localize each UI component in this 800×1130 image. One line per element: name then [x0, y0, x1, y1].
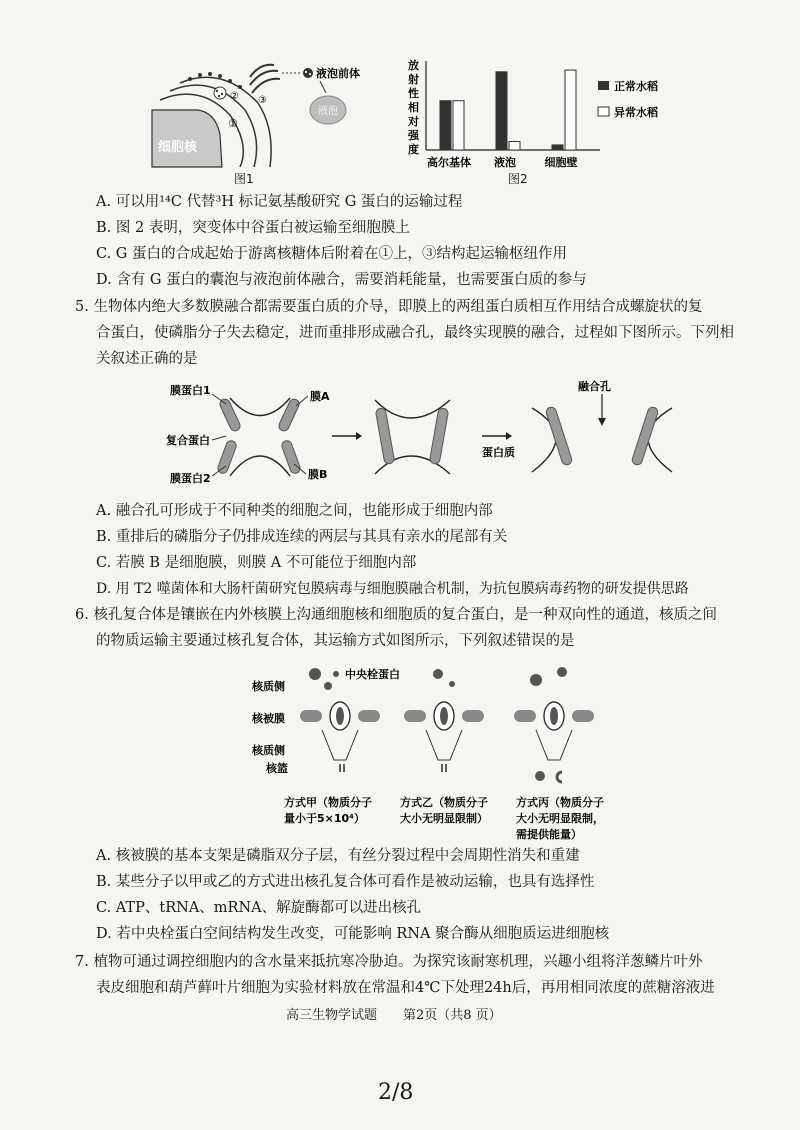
q5-stem-line-3: 关叙述正确的是	[96, 351, 198, 367]
label-basket: 核篮	[266, 762, 288, 775]
figure-membrane-fusion	[160, 378, 700, 488]
y-axis-label	[407, 58, 420, 156]
vacuole-precursor	[303, 68, 313, 78]
q6-stem-line-2: 的物质运输主要通过核孔复合体，其运输方式如图所示，下列叙述错误的是	[96, 633, 575, 649]
svg-text:度: 度	[408, 143, 419, 156]
figure-nuclear-pore	[240, 660, 640, 840]
q6-stem-line-1: 6. 核孔复合体是镶嵌在内外核膜上沟通细胞核和细胞质的复合蛋白，是一种双向性的通道，核质之间	[75, 607, 717, 623]
q5-stem-line-1: 5. 生物体内绝大多数膜融合都需要蛋白质的介导，即膜上的两组蛋白质相互作用结合成螺旋状的复	[75, 299, 703, 315]
q4-option-d: D. 含有 G 蛋白的囊泡与液泡前体融合，需要消耗能量，也需要蛋白质的参与	[96, 272, 587, 288]
pore-mode-c	[514, 667, 594, 782]
nucleus-label: 细胞核	[158, 140, 198, 155]
vacuole-label: 液泡	[318, 106, 338, 117]
page-number: 2/8	[378, 1080, 414, 1105]
q4-option-c: C. G 蛋白的合成起始于游离核糖体后附着在①上，③结构起运输枢纽作用	[96, 246, 567, 262]
svg-text:强: 强	[408, 129, 419, 142]
bar-高尔基体-异常水稻	[453, 101, 464, 150]
q7-stem-line-1: 7. 植物可通过调控细胞内的含水量来抵抗寒冷胁迫。为探究该耐寒机理，兴趣小组将洋葱鳞片叶外	[75, 954, 703, 970]
pore-mode-a	[300, 668, 380, 772]
vesicle	[214, 87, 226, 99]
marker-3: ③	[258, 95, 267, 106]
legend-abnormal: 异常水稻	[614, 106, 658, 119]
x-tick-label: 细胞壁	[544, 156, 578, 169]
q6-option-c: C. ATP、tRNA、mRNA、解旋酶都可以进出核孔	[96, 900, 422, 916]
figure-2-caption: 图2	[508, 172, 528, 186]
svg-text:对: 对	[408, 115, 419, 128]
q5-stem-line-2: 合蛋白，使磷脂分子失去稳定，进而重排形成融合孔，最终实现膜的融合，过程如下图所示。下列相	[96, 325, 734, 341]
svg-text:性: 性	[408, 87, 419, 100]
q4-option-a: A. 可以用¹⁴C 代替³H 标记氨基酸研究 G 蛋白的运输过程	[96, 194, 463, 210]
ribosome-dots	[188, 72, 242, 89]
legend-normal: 正常水稻	[614, 80, 658, 93]
figure-1	[150, 55, 400, 170]
label-side-bottom: 核质侧	[252, 744, 285, 757]
stage-1	[230, 398, 290, 476]
q7-stem-line-2: 表皮细胞和葫芦藓叶片细胞为实验材料放在常温和4℃下处理24h后，再用相同浓度的蔗糖溶液进	[96, 980, 715, 996]
mode-c-line-1: 方式丙（物质分子	[516, 796, 604, 809]
mode-a-line-2: 量小于5×10⁴）	[284, 812, 365, 825]
q5-option-a: A. 融合孔可形成于不同种类的细胞之间，也能形成于细胞内部	[96, 503, 493, 519]
label-side-top: 核质侧	[252, 680, 285, 693]
label-protein2: 膜蛋白2	[170, 472, 211, 485]
x-tick-label: 液泡	[494, 156, 516, 169]
label-envelope: 核被膜	[252, 712, 285, 725]
mode-b-line-1: 方式乙（物质分子	[400, 796, 488, 809]
label-complex: 复合蛋白	[166, 434, 210, 447]
label-pore: 融合孔	[578, 380, 611, 393]
q5-option-d: D. 用 T2 噬菌体和大肠杆菌研究包膜病毒与细胞膜融合机制，为抗包膜病毒药物的研发提供思路	[96, 581, 689, 597]
legend-swatch-normal	[598, 81, 609, 90]
mode-a-line-1: 方式甲（物质分子	[284, 796, 372, 809]
precursor-label: 液泡前体	[316, 67, 360, 80]
nucleus-shape	[152, 110, 222, 167]
q5-option-b: B. 重排后的磷脂分子仍排成连续的两层与其具有亲水的尾部有关	[96, 529, 508, 545]
figure-2-chart	[400, 55, 660, 185]
label-protein1: 膜蛋白1	[170, 384, 211, 397]
label-central-plug: 中央栓蛋白	[345, 668, 400, 681]
mode-b-line-2: 大小无明显限制）	[400, 812, 488, 825]
label-membrane-a: 膜A	[310, 390, 330, 403]
legend-swatch-abnormal	[598, 107, 609, 116]
bar-细胞壁-异常水稻	[565, 70, 576, 150]
q5-option-c: C. 若膜 B 是细胞膜，则膜 A 不可能位于细胞内部	[96, 555, 417, 571]
mode-c-line-2: 大小无明显限制，	[516, 812, 604, 825]
bar-液泡-正常水稻	[496, 72, 507, 150]
page-footer: 高三生物学试题 第2页（共8 页）	[286, 1008, 502, 1023]
arrow-2-label: 蛋白质	[482, 446, 515, 459]
x-tick-label: 高尔基体	[427, 156, 471, 169]
q6-option-b: B. 某些分子以甲或乙的方式进出核孔复合体可看作是被动运输，也具有选择性	[96, 874, 595, 890]
label-membrane-b: 膜B	[308, 468, 328, 481]
bar-液泡-异常水稻	[509, 142, 520, 151]
svg-text:放: 放	[408, 59, 419, 72]
q6-option-a: A. 核被膜的基本支架是磷脂双分子层，有丝分裂过程中会周期性消失和重建	[96, 848, 580, 864]
svg-text:射: 射	[408, 73, 419, 86]
bar-高尔基体-正常水稻	[440, 101, 451, 150]
mode-c-line-3: 需提供能量）	[516, 828, 582, 840]
golgi-apparatus	[250, 65, 280, 93]
bar-细胞壁-正常水稻	[552, 145, 563, 150]
svg-text:相: 相	[408, 101, 419, 114]
marker-2: ②	[230, 91, 239, 102]
q4-option-b: B. 图 2 表明，突变体中谷蛋白被运输至细胞膜上	[96, 220, 410, 236]
marker-1: ①	[228, 117, 238, 130]
figure-1-caption: 图1	[234, 172, 254, 186]
q6-option-d: D. 若中央栓蛋白空间结构发生改变，可能影响 RNA 聚合酶从细胞质运进细胞核	[96, 926, 610, 942]
pore-mode-b	[404, 669, 484, 772]
